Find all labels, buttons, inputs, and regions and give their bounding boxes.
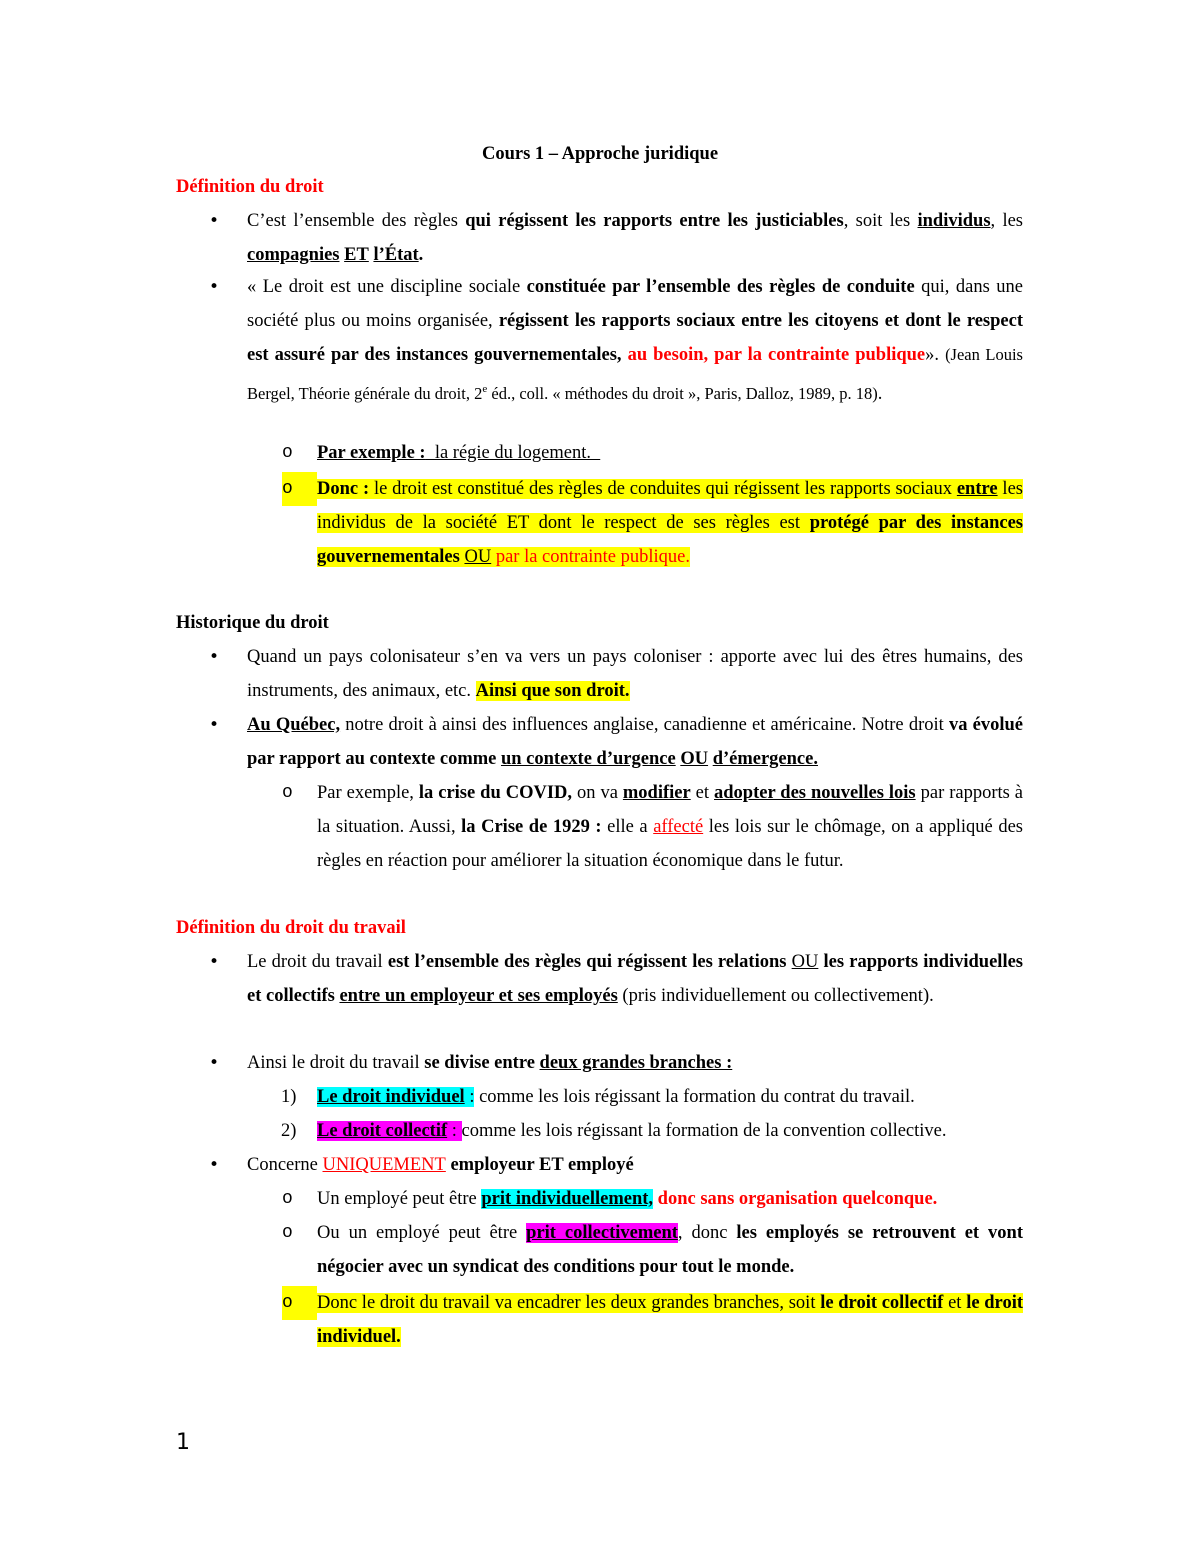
list-item: Le droit du travail est l’ensemble des règles qui régissent les relations OU les rapports individuelles et collectifs entre un employeur et ses employés (pris individuellement ou collectivement).	[247, 952, 1023, 1006]
circle-marker: o	[282, 443, 293, 463]
list-item: Au Québec, notre droit à ainsi des influences anglaise, canadienne et américaine. Notre droit va évolué par rapport au contexte comme un contexte d’urgence OU d’émergence.	[247, 715, 1023, 769]
circle-marker: o	[282, 783, 293, 803]
list-item: « Le droit est une discipline sociale constituée par l’ensemble des règles de conduite qui, dans une société plus ou moins organisée, régissent les rapports sociaux entre les citoyens et dont le respect est assuré par des instances gouvernementales, au besoin, par la contrainte publique». (Jean Louis Bergel, Théorie générale du droit, 2e éd., coll. « méthodes du droit », Paris, Dalloz, 1989, p. 18).	[247, 277, 1024, 405]
list-item: Par exemple, la crise du COVID, on va modifier et adopter des nouvelles lois par rapports à la situation. Aussi, la Crise de 1929 : elle a affecté les lois sur le chômage, on a appliqué des règles en réaction pour améliorer la situation économique dans le futur.	[317, 783, 1023, 871]
bullet-marker: •	[209, 952, 220, 972]
number-marker: 1)	[281, 1087, 297, 1107]
number-marker: 2)	[281, 1121, 297, 1141]
heading-definition-droit: Définition du droit	[176, 177, 324, 197]
bullet-marker: •	[209, 715, 220, 735]
heading-definition-droit-travail: Définition du droit du travail	[176, 918, 406, 938]
list-item: Le droit individuel : comme les lois régissant la formation du contrat du travail.	[317, 1087, 915, 1107]
circle-marker: o	[282, 1189, 293, 1209]
list-item: Un employé peut être prit individuellement, donc sans organisation quelconque.	[317, 1189, 938, 1209]
bullet-marker: •	[209, 1053, 220, 1073]
bullet-marker: •	[209, 277, 220, 297]
bullet-marker: •	[209, 1155, 220, 1175]
list-item: C’est l’ensemble des règles qui régissent les rapports entre les justiciables, soit les individus, les compagnies ET l’État.	[247, 211, 1024, 265]
circle-marker: o	[282, 1223, 293, 1243]
list-item: Ainsi le droit du travail se divise entre deux grandes branches :	[247, 1053, 733, 1073]
page-number: 1	[176, 1430, 190, 1455]
list-item: Le droit collectif : comme les lois régissant la formation de la convention collective.	[317, 1121, 947, 1141]
list-item: Concerne UNIQUEMENT employeur ET employé	[247, 1155, 634, 1175]
bullet-marker: •	[209, 211, 220, 231]
list-item: Ou un employé peut être prit collectivement, donc les employés se retrouvent et vont négocier avec un syndicat des conditions pour tout le monde.	[317, 1223, 1023, 1277]
document-title: Cours 1 – Approche juridique	[481, 144, 719, 164]
bullet-marker: •	[209, 647, 220, 667]
circle-marker: o	[282, 472, 317, 506]
list-item: Quand un pays colonisateur s’en va vers un pays coloniser : apporte avec lui des êtres humains, des instruments, des animaux, etc. Ainsi que son droit.	[247, 647, 1023, 701]
list-item: Par exemple : la régie du logement.	[317, 443, 601, 463]
list-item: Donc : le droit est constitué des règles de conduites qui régissent les rapports sociaux entre les individus de la société ET dont le respect de ses règles est protégé par des instances gouvernementales OU par la contrainte publique.	[317, 479, 1023, 567]
circle-marker: o	[282, 1286, 317, 1320]
heading-historique-droit: Historique du droit	[176, 613, 329, 633]
list-item: Donc le droit du travail va encadrer les deux grandes branches, soit le droit collectif et le droit individuel.	[317, 1293, 1023, 1347]
